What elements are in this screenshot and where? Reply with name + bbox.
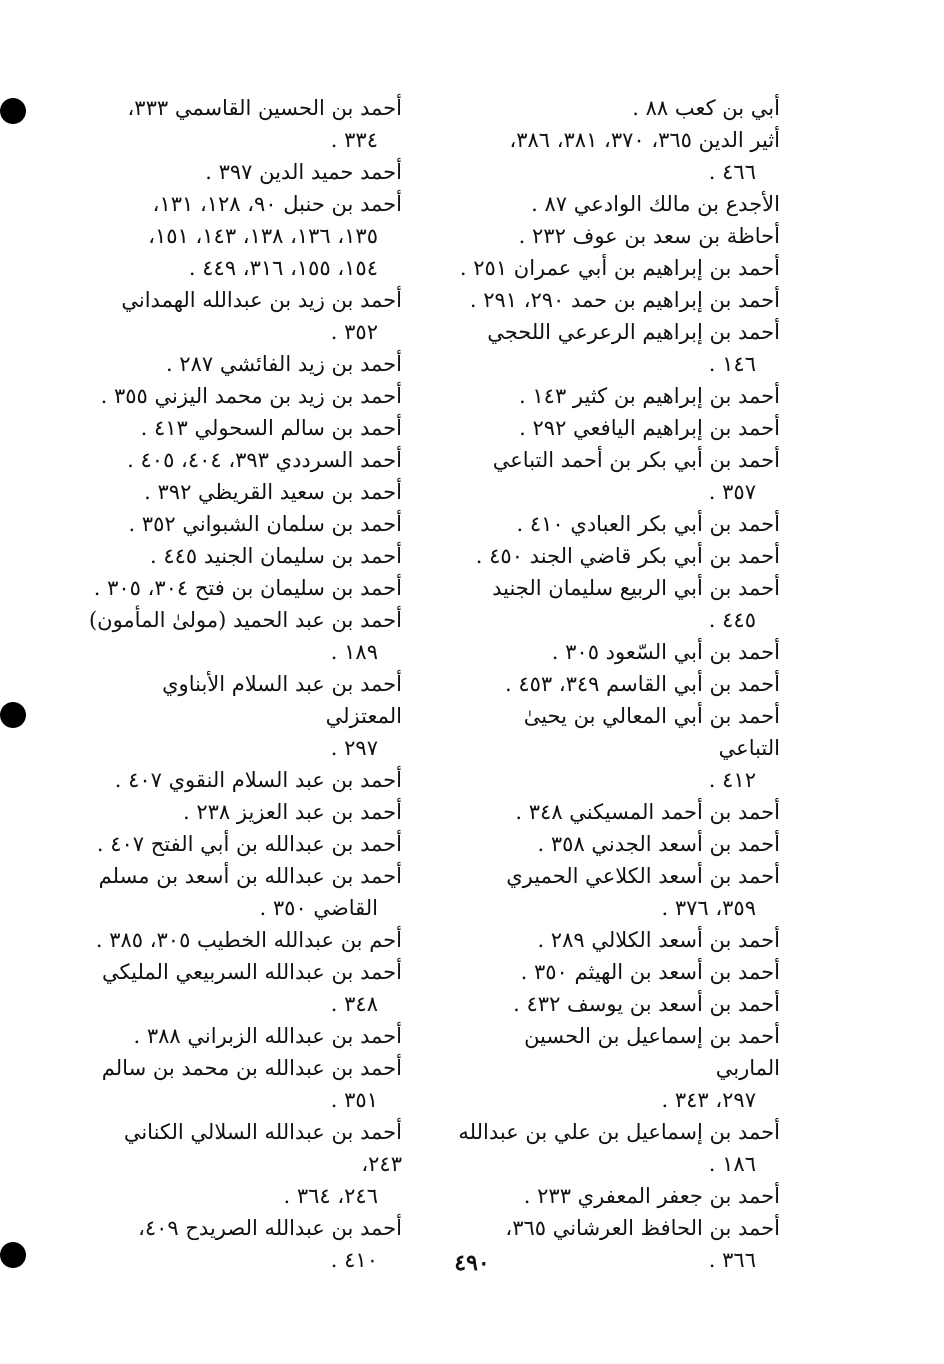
index-entry (458, 572, 780, 636)
entry-line: أحمد بن إبراهيم اليافعي ٢٩٢ . (519, 416, 780, 440)
entry-continuation: ٣٤٨ . (330, 992, 378, 1016)
index-entry (80, 1020, 402, 1052)
binder-hole-middle (0, 702, 26, 728)
entry-line: أحمد بن عبدالله بن أسعد بن مسلم (98, 864, 402, 888)
entry-continuation: ١٨٩ . (330, 640, 378, 664)
index-entry (80, 924, 402, 956)
index-entry (458, 508, 780, 540)
entry-line: أحمد بن عبد السلام النقوي ٤٠٧ . (114, 768, 402, 792)
index-entry (80, 444, 402, 476)
index-entry (80, 508, 402, 540)
entry-line: أحاظة بن سعد بن عوف ٢٣٢ . (518, 224, 780, 248)
entry-line: أحمد بن أسعد الكلالي ٢٨٩ . (537, 928, 780, 952)
entry-line: أحمد بن إبراهيم بن أبي عمران ٢٥١ . (459, 256, 780, 280)
index-entry (80, 668, 402, 764)
entry-line: أحمد بن سليمان الجنيد ٤٤٥ . (149, 544, 402, 568)
entry-continuation: ٣٥٩، ٣٧٦ . (661, 896, 756, 920)
index-entry (80, 572, 402, 604)
index-entry (458, 252, 780, 284)
entry-line: أحمد بن أبي السّعود ٣٠٥ . (551, 640, 780, 664)
entry-line: أحمد بن جعفر المعفري ٢٣٣ . (523, 1184, 780, 1208)
index-entry (458, 412, 780, 444)
index-entry (80, 1052, 402, 1116)
entry-line: أحمد بن إسماعيل بن الحسين الماربي (524, 1024, 780, 1080)
index-entry (458, 988, 780, 1020)
entry-line: أحمد بن إبراهيم بن حمد ٢٩٠، ٢٩١ . (469, 288, 780, 312)
entry-line: أحمد بن أبي بكر بن أحمد التباعي (492, 448, 780, 472)
index-entry (80, 796, 402, 828)
entry-continuation: ١٨٦ . (708, 1152, 756, 1176)
entry-line: أحمد بن زيد الفائشي ٢٨٧ . (165, 352, 402, 376)
entry-continuation: ٤١٢ . (708, 768, 756, 792)
entry-line: أحمد بن سليمان بن فتح ٣٠٤، ٣٠٥ . (93, 576, 402, 600)
index-entry (80, 860, 402, 924)
index-entry (80, 188, 402, 284)
index-entry (458, 1020, 780, 1116)
index-entry (80, 828, 402, 860)
index-entry (458, 316, 780, 380)
entry-line: أحمد بن سعيد القريظي ٣٩٢ . (144, 480, 402, 504)
entry-line: الأجدع بن مالك الوادعي ٨٧ . (531, 192, 780, 216)
entry-line: أحمد بن إبراهيم بن كثير ١٤٣ . (519, 384, 780, 408)
entry-line: أحمد بن عبدالله بن محمد بن سالم (101, 1056, 402, 1080)
entry-line: أحمد بن عبد العزيز ٢٣٨ . (183, 800, 402, 824)
index-entry (80, 604, 402, 668)
binder-hole-bottom (0, 1242, 26, 1268)
index-entry (80, 412, 402, 444)
entry-continuation: القاضي ٣٥٠ . (259, 896, 378, 920)
entry-line: أحمد بن عبدالله الصريدح ٤٠٩، (138, 1216, 402, 1240)
index-column-left (80, 92, 402, 1276)
entry-line: أحمد بن أبي بكر العبادي ٤١٠ . (516, 512, 780, 536)
entry-line: أحمد بن أبي بكر قاضي الجند ٤٥٠ . (475, 544, 780, 568)
index-entry (80, 348, 402, 380)
binder-hole-top (0, 98, 26, 124)
index-entry (458, 1180, 780, 1212)
index-entry (80, 540, 402, 572)
entry-line: أحمد بن أسعد بن الهيثم ٣٥٠ . (520, 960, 780, 984)
index-entry (458, 380, 780, 412)
entry-continuation: ٣٥٢ . (330, 320, 378, 344)
entry-line: أحمد بن عبدالله الزبراني ٣٨٨ . (133, 1024, 402, 1048)
entry-line: أحمد بن أبي القاسم ٣٤٩، ٤٥٣ . (504, 672, 780, 696)
entry-line: أحمد بن أسعد بن يوسف ٤٣٢ . (513, 992, 780, 1016)
index-entry (458, 924, 780, 956)
entry-line: أبي بن كعب ٨٨ . (632, 96, 780, 120)
index-entry (80, 956, 402, 1020)
entry-continuation: ٢٩٧، ٣٤٣ . (661, 1088, 756, 1112)
index-entry (80, 92, 402, 156)
entry-line: أحمد بن عبدالله بن أبي الفتح ٤٠٧ . (96, 832, 402, 856)
index-entry (458, 284, 780, 316)
index-entry (80, 1116, 402, 1212)
entry-line: أحمد بن الحسين القاسمي ٣٣٣، (127, 96, 402, 120)
entry-line: أحمد بن إسماعيل بن علي بن عبدالله (458, 1120, 780, 1144)
page-number: ٤٩٠ (454, 1250, 490, 1276)
entry-line: أحمد بن أبي الربيع سليمان الجنيد (492, 576, 780, 600)
entry-line: أحمد بن عبد الحميد (مولىٰ المأمون) (88, 608, 402, 632)
index-entry (458, 860, 780, 924)
entry-line: أحمد السرددي ٣٩٣، ٤٠٤، ٤٠٥ . (127, 448, 402, 472)
entry-continuation: ٤٤٥ . (708, 608, 756, 632)
entry-continuation: ٤١٠ . (330, 1248, 378, 1272)
entry-line: أحمد بن سلمان الشبواني ٣٥٢ . (128, 512, 402, 536)
entry-continuation: ٢٩٧ . (330, 736, 378, 760)
entry-line: أحمد بن أبي المعالي بن يحيىٰ التباعي (523, 704, 780, 760)
index-entry (458, 828, 780, 860)
entry-line: أحمد بن أسعد الجدني ٣٥٨ . (537, 832, 780, 856)
index-entry (80, 156, 402, 188)
index-entry (458, 220, 780, 252)
index-entry (80, 284, 402, 348)
index-entry (458, 92, 780, 124)
entry-continuation: ١٥٤، ١٥٥، ٣١٦، ٤٤٩ . (188, 256, 378, 280)
entry-continuation: ٣٦٦ . (708, 1248, 756, 1272)
entry-line: أحمد بن عبد السلام الأبناوي المعتزلي (162, 672, 402, 728)
index-entry (458, 796, 780, 828)
entry-continuation: ٣٣٤ . (330, 128, 378, 152)
entry-line: أحمد بن عبدالله السلالي الكناني ٢٤٣، (123, 1120, 402, 1176)
entry-line: أحمد بن الحافظ العرشاني ٣٦٥، (505, 1216, 780, 1240)
entry-line: أحم بن عبدالله الخطيب ٣٠٥، ٣٨٥ . (95, 928, 402, 952)
entry-line: أحمد بن عبدالله السربيعي المليكي (102, 960, 402, 984)
index-entry (458, 124, 780, 188)
index-entry (80, 380, 402, 412)
entry-continuation: ١٤٦ . (708, 352, 756, 376)
index-column-right (458, 92, 780, 1276)
entry-continuation: ٣٥٧ . (708, 480, 756, 504)
index-entry (458, 636, 780, 668)
entry-line: أحمد بن أسعد الكلاعي الحميري (506, 864, 780, 888)
entry-line: أحمد بن سالم السحولي ٤١٣ . (140, 416, 402, 440)
index-entry (458, 1116, 780, 1180)
entry-continuation: ٢٤٦، ٣٦٤ . (283, 1184, 378, 1208)
index-entry (458, 956, 780, 988)
entry-line: أحمد بن زيد بن محمد اليزني ٣٥٥ . (100, 384, 402, 408)
entry-line: أحمد بن إبراهيم الرعرعي اللحجي (487, 320, 780, 344)
index-entry (458, 700, 780, 796)
index-entry (458, 540, 780, 572)
index-entry (458, 188, 780, 220)
entry-line: أحمد بن زيد بن عبدالله الهمداني (121, 288, 402, 312)
index-entry (80, 476, 402, 508)
index-entry (80, 764, 402, 796)
entry-continuation: ١٣٥، ١٣٦، ١٣٨، ١٤٣، ١٥١، (148, 224, 378, 248)
entry-line: أحمد حميد الدين ٣٩٧ . (205, 160, 402, 184)
entry-line: أحمد بن حنبل ٩٠، ١٢٨، ١٣١، (152, 192, 402, 216)
entry-continuation: ٤٦٦ . (708, 160, 756, 184)
entry-continuation: ٣٥١ . (330, 1088, 378, 1112)
entry-line: أحمد بن أحمد المسيكني ٣٤٨ . (515, 800, 780, 824)
entry-line: أثير الدين ٣٦٥، ٣٧٠، ٣٨١، ٣٨٦، (509, 128, 780, 152)
index-entry (458, 668, 780, 700)
index-entry (458, 444, 780, 508)
